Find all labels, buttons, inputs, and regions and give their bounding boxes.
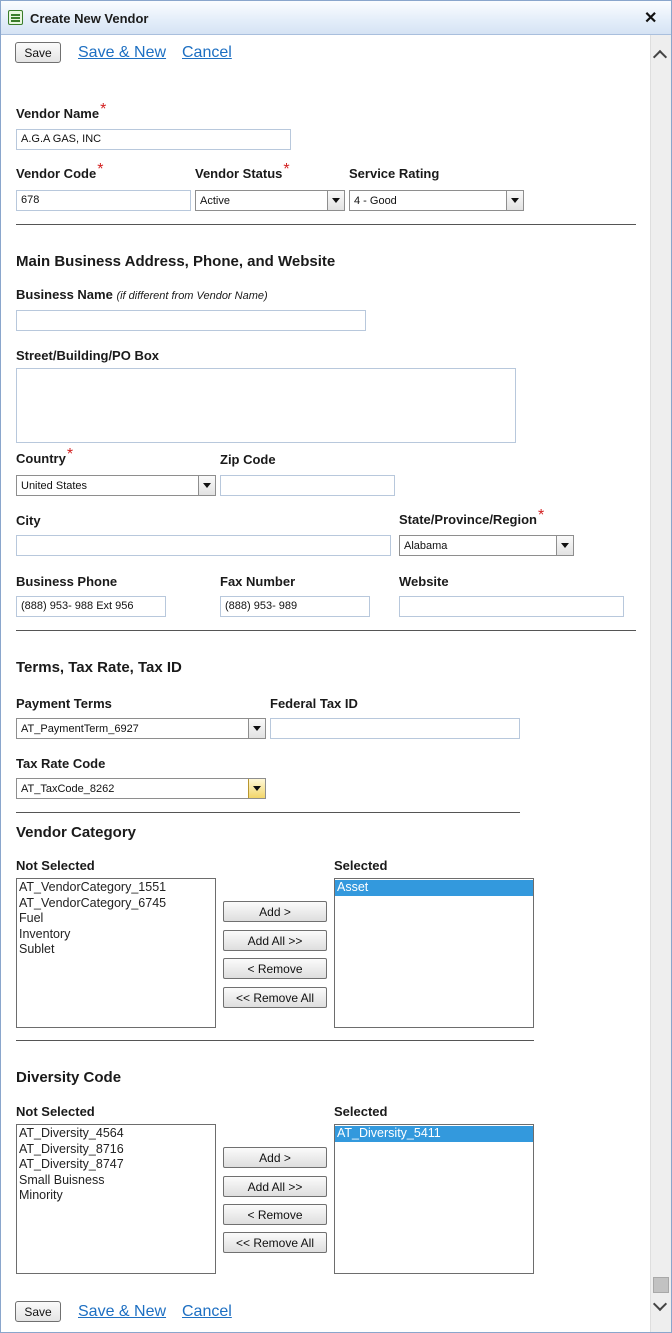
divider [16,224,636,225]
list-item[interactable]: AT_Diversity_4564 [19,1126,124,1140]
chevron-down-icon[interactable] [556,536,573,555]
diversity-add-all-button[interactable]: Add All >> [223,1176,327,1197]
street-textarea[interactable] [16,368,516,443]
chevron-down-icon[interactable] [198,476,215,495]
divider [16,812,520,813]
business-name-label: Business Name (if different from Vendor Name) [16,287,268,302]
list-item[interactable]: AT_Diversity_8716 [19,1141,124,1156]
list-item[interactable]: Small Buisness [19,1172,105,1187]
tax-rate-code-value: AT_TaxCode_8262 [21,783,115,795]
business-name-input[interactable] [16,310,366,331]
chevron-down-icon[interactable] [248,719,265,738]
fax-number-input[interactable]: (888) 953- 989 [220,596,370,617]
terms-section-title: Terms, Tax Rate, Tax ID [16,659,182,676]
window-title: Create New Vendor [30,11,149,26]
federal-tax-id-input[interactable] [270,718,520,739]
state-value: Alabama [404,540,448,552]
list-item[interactable]: AT_VendorCategory_6745 [19,895,167,910]
list-item[interactable]: Sublet [19,942,55,956]
payment-terms-select[interactable] [16,718,266,739]
category-selected-label: Selected [334,858,388,873]
vendor-name-label: Vendor Name* [16,101,107,121]
diversity-selected-label: Selected [334,1104,388,1119]
category-not-selected-label: Not Selected [16,858,95,873]
state-select[interactable] [399,535,574,556]
vendor-status-label: Vendor Status* [195,161,290,181]
list-item[interactable]: AT_VendorCategory_1551 [19,880,167,894]
business-phone-input[interactable]: (888) 953- 988 Ext 956 [16,596,166,617]
category-selected-list[interactable] [334,878,534,1028]
diversity-selected-list[interactable] [334,1124,534,1274]
chevron-down-icon[interactable] [248,779,265,798]
save-new-link-bottom[interactable]: Save & New [78,1303,167,1320]
category-remove-button[interactable]: < Remove [223,958,327,979]
city-label: City [16,513,41,528]
diversity-add-button[interactable]: Add > [223,1147,327,1168]
divider [16,630,636,631]
tax-rate-code-select[interactable] [16,778,266,799]
address-section-title: Main Business Address, Phone, and Website [16,253,336,270]
service-rating-select[interactable] [349,190,524,211]
divider [16,1040,534,1041]
diversity-not-selected-list[interactable] [16,1124,216,1274]
scroll-down-icon[interactable] [654,1299,668,1313]
vendor-name-input[interactable]: A.G.A GAS, INC [16,129,291,150]
payment-terms-value: AT_PaymentTerm_6927 [21,723,139,735]
diversity-remove-button[interactable]: < Remove [223,1204,327,1225]
category-not-selected-list[interactable] [16,878,216,1028]
list-item[interactable]: Fuel [19,911,44,925]
close-icon[interactable]: ✕ [644,10,658,27]
diversity-remove-all-button[interactable]: << Remove All [223,1232,327,1253]
federal-tax-id-label: Federal Tax ID [270,696,358,711]
vendor-category-title: Vendor Category [16,824,137,841]
diversity-not-selected-label: Not Selected [16,1104,95,1119]
website-input[interactable] [399,596,624,617]
list-item[interactable]: AT_Diversity_8747 [19,1157,124,1171]
list-item[interactable]: AT_Diversity_5411 [335,1126,533,1142]
form-icon [8,10,23,25]
country-select[interactable] [16,475,216,496]
vendor-code-label: Vendor Code* [16,161,104,181]
vendor-status-value: Active [200,195,230,207]
business-phone-label: Business Phone [16,574,118,589]
zip-code-label: Zip Code [220,452,276,467]
country-label: Country* [16,446,74,466]
country-value: United States [21,480,88,492]
save-new-link-top[interactable]: Save & New [78,44,167,61]
title-bar [1,1,671,35]
vendor-status-select[interactable] [195,190,345,211]
business-name-note: (if different from Vendor Name) [116,290,268,302]
state-label: State/Province/Region* [399,507,545,527]
vendor-code-input[interactable]: 678 [16,190,191,211]
category-add-button[interactable]: Add > [223,901,327,922]
list-item[interactable]: Minority [19,1188,63,1202]
cancel-link-bottom[interactable]: Cancel [182,1303,232,1320]
service-rating-value: 4 - Good [354,195,397,207]
save-button-bottom[interactable]: Save [15,1301,61,1322]
diversity-code-title: Diversity Code [16,1069,122,1086]
website-label: Website [399,574,449,589]
scroll-thumb[interactable] [653,1277,669,1293]
save-button-top[interactable]: Save [15,42,61,63]
vendor-form [1,35,649,1332]
zip-code-input[interactable] [220,475,395,496]
list-item[interactable]: Inventory [19,926,71,941]
payment-terms-label: Payment Terms [16,696,112,711]
cancel-link-top[interactable]: Cancel [182,44,232,61]
vertical-scrollbar[interactable] [650,35,671,1332]
list-item[interactable]: Asset [335,880,533,896]
street-label: Street/Building/PO Box [16,348,160,363]
city-input[interactable] [16,535,391,556]
chevron-down-icon[interactable] [327,191,344,210]
chevron-down-icon[interactable] [506,191,523,210]
fax-number-label: Fax Number [220,574,296,589]
service-rating-label: Service Rating [349,166,440,181]
category-add-all-button[interactable]: Add All >> [223,930,327,951]
category-remove-all-button[interactable]: << Remove All [223,987,327,1008]
tax-rate-code-label: Tax Rate Code [16,756,106,771]
scroll-up-icon[interactable] [654,47,668,61]
